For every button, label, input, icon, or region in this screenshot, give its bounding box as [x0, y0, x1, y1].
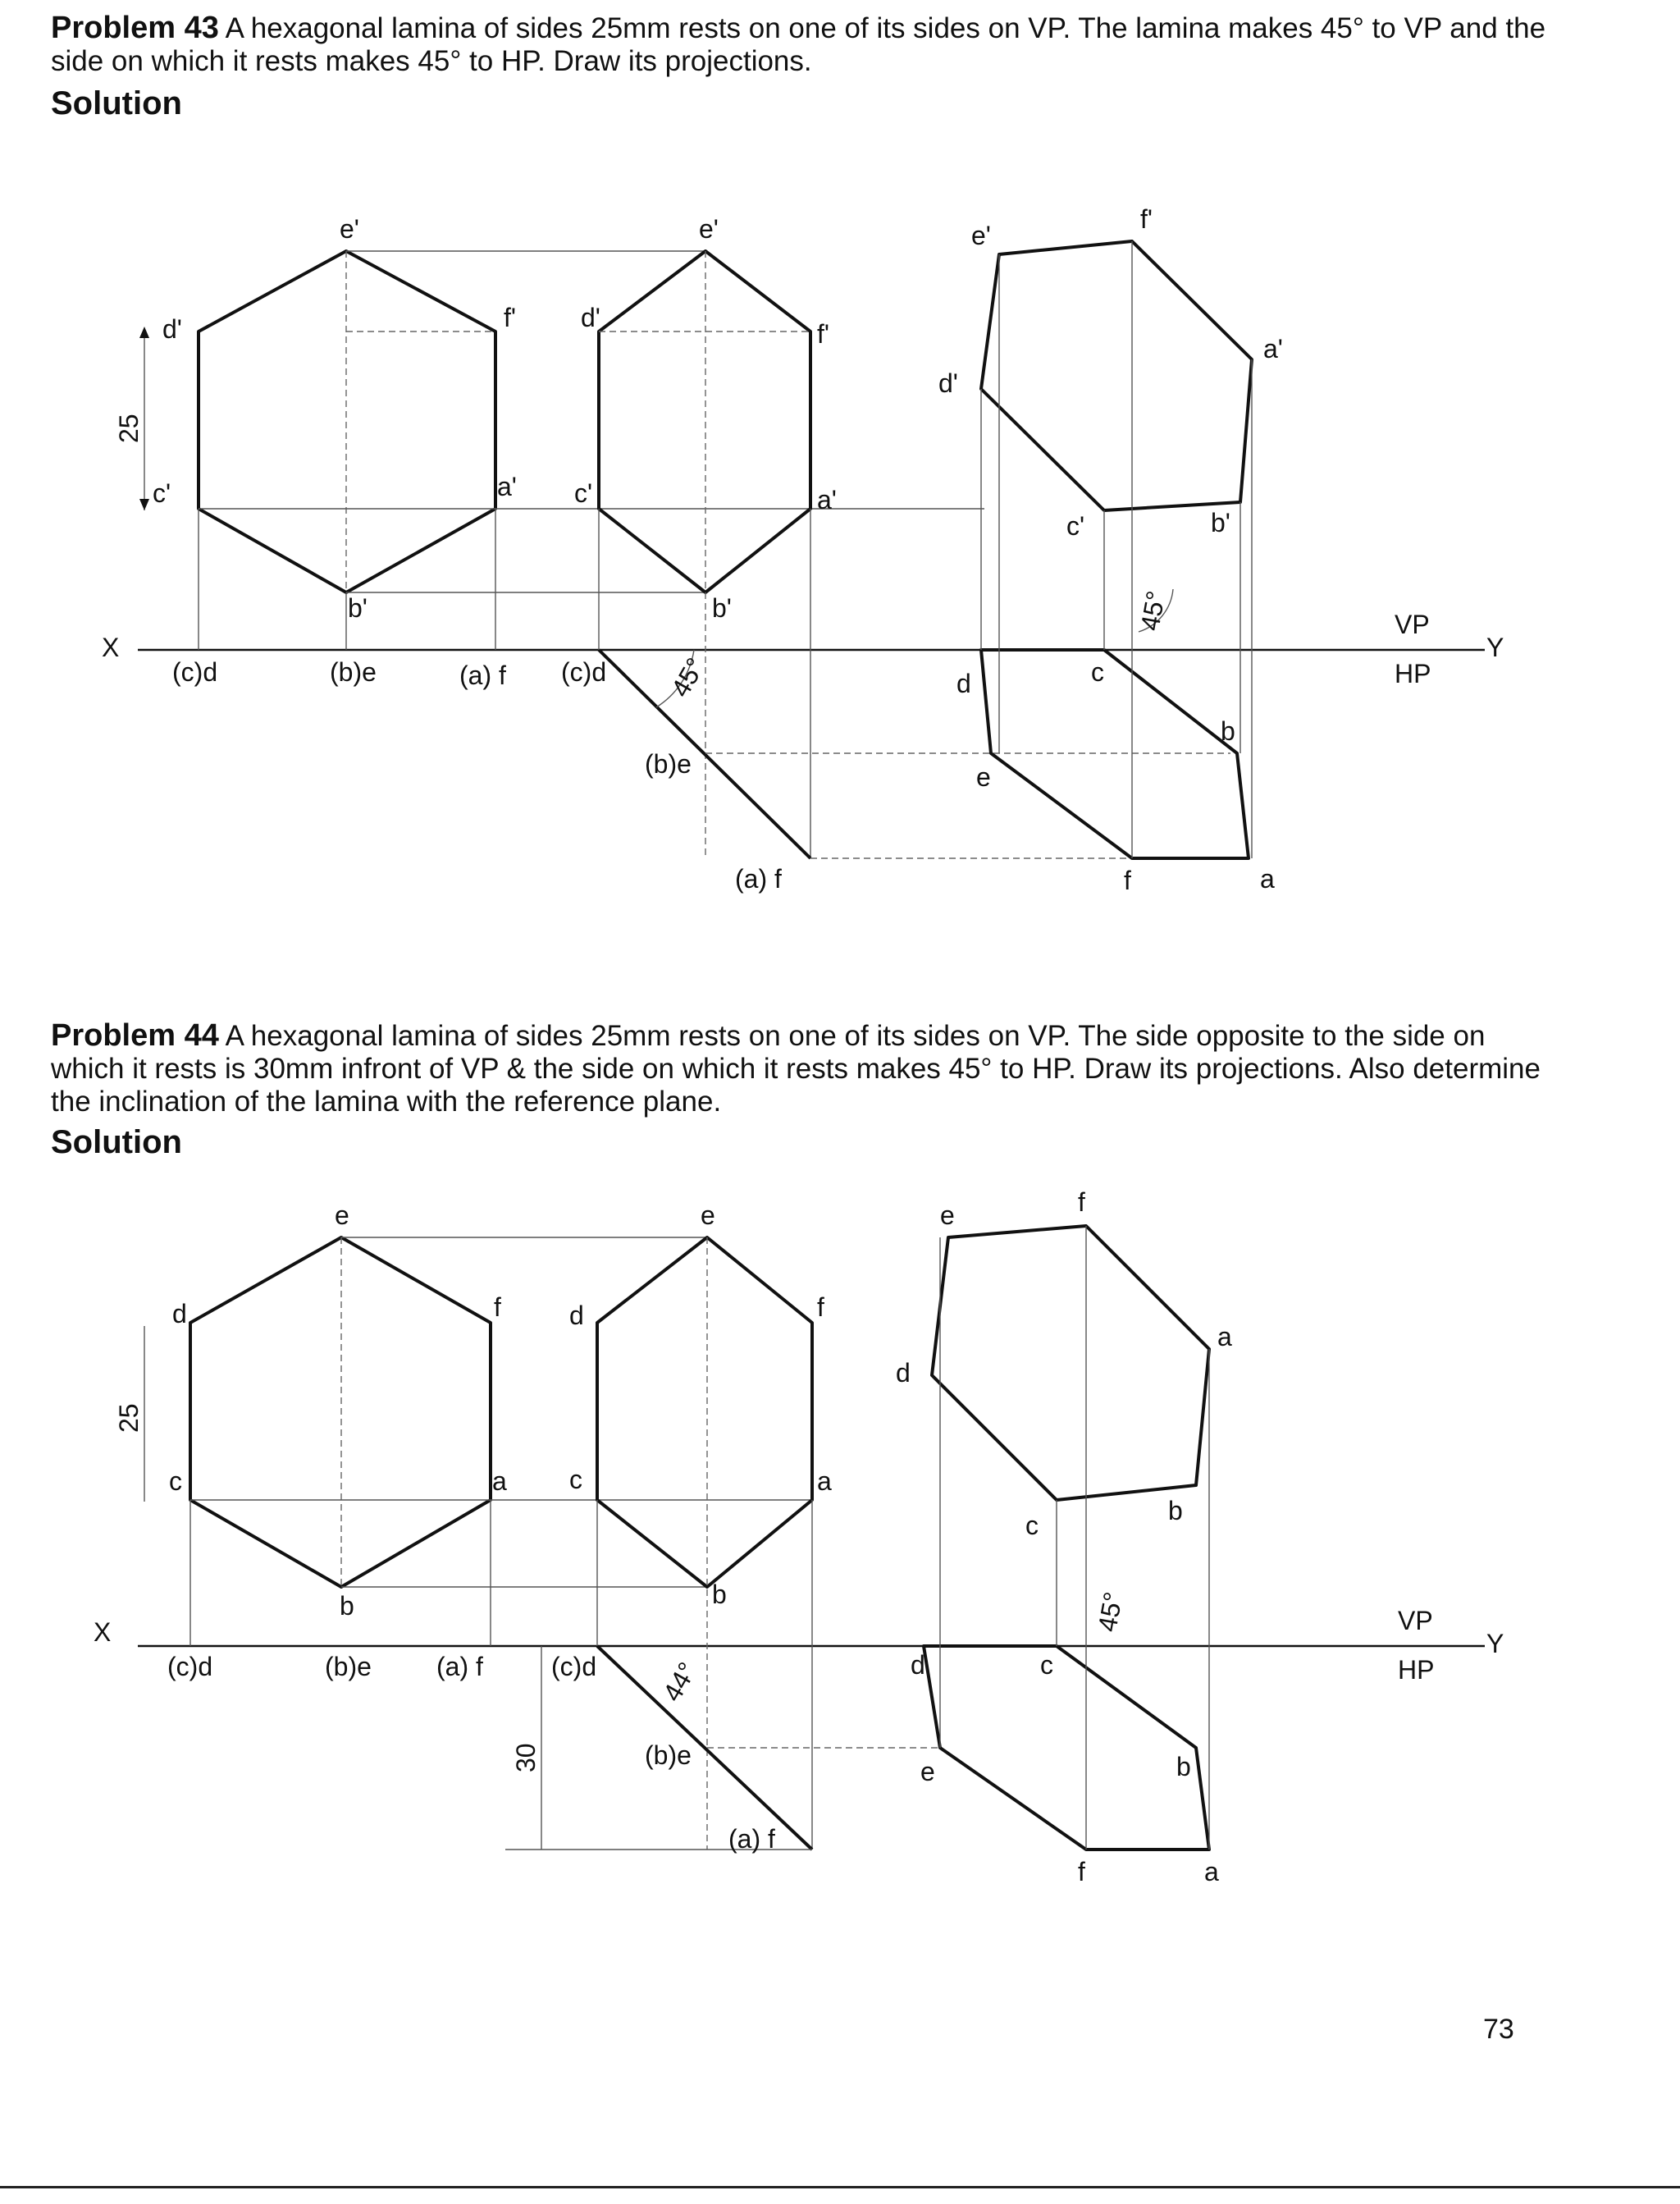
label-be: (b)e: [325, 1652, 372, 1681]
label-af: (a) f: [436, 1652, 483, 1681]
final-top-e: e: [976, 762, 991, 792]
label-c-2: c: [569, 1465, 582, 1494]
label-d-prime: d': [162, 314, 182, 344]
final-angle-45: 45°: [1134, 588, 1171, 633]
final-top-f: f: [1124, 866, 1131, 895]
final-e: e: [940, 1200, 955, 1230]
label-a-prime-2: a': [817, 485, 837, 514]
page-number: 73: [1483, 2014, 1514, 2045]
label-d-prime-2: d': [581, 303, 600, 332]
hp-label: HP: [1395, 659, 1431, 688]
label-b: b: [340, 1591, 354, 1621]
final-top-d: d: [956, 669, 971, 698]
label-d: d: [172, 1299, 187, 1328]
label-be: (b)e: [330, 657, 377, 687]
label-c: c: [169, 1466, 182, 1496]
final-top-c: c: [1091, 657, 1104, 687]
final-f: f: [1078, 1187, 1085, 1217]
final-front-view: [932, 1226, 1209, 1500]
label-b-prime-2: b': [712, 593, 732, 623]
x-label: X: [94, 1617, 112, 1647]
label-f-prime-2: f': [817, 319, 829, 349]
label-b-prime: b': [348, 593, 368, 623]
final-top-b: b: [1221, 716, 1235, 746]
label-d-2: d: [569, 1301, 584, 1330]
label-cd: (c)d: [172, 657, 218, 687]
label-a-2: a: [817, 1466, 832, 1496]
label-c-prime-2: c': [574, 478, 593, 508]
y-label: Y: [1486, 1629, 1504, 1658]
footer-rule: [0, 2186, 1680, 2188]
label-e-2: e: [701, 1200, 715, 1230]
problem-43-solution-heading: Solution: [51, 85, 182, 121]
label-cd-2: (c)d: [561, 657, 607, 687]
final-top-b: b: [1176, 1752, 1191, 1781]
label-f-2: f: [817, 1292, 824, 1322]
label-f-prime: f': [504, 303, 516, 332]
angle-44: 44°: [656, 1657, 703, 1707]
y-label: Y: [1486, 633, 1504, 662]
problem-43-number: Problem 43: [51, 11, 219, 45]
label-f: f: [494, 1292, 501, 1322]
label-be-2: (b)e: [645, 1740, 692, 1770]
dimension-25: 25: [114, 1403, 144, 1433]
final-top-d: d: [911, 1650, 925, 1680]
angle-45-a: 45°: [664, 652, 711, 702]
final-b: b: [1168, 1496, 1183, 1525]
final-e-prime: e': [971, 221, 991, 250]
final-angle-45: 45°: [1092, 1589, 1129, 1635]
label-e: e: [335, 1200, 349, 1230]
hexagon-projection-2: [599, 251, 810, 592]
label-af-2: (a) f: [735, 864, 782, 894]
label-a: a: [492, 1466, 507, 1496]
final-d: d: [896, 1358, 911, 1388]
final-c-prime: c': [1066, 511, 1085, 541]
dimension-30: 30: [511, 1743, 541, 1772]
final-top-a: a: [1260, 864, 1275, 894]
final-a: a: [1217, 1322, 1232, 1351]
hexagon-true-shape: [199, 251, 495, 592]
final-b-prime: b': [1211, 508, 1230, 537]
problem-44-solution-heading: Solution: [51, 1124, 182, 1160]
problem-44-number: Problem 44: [51, 1018, 219, 1053]
final-top-e: e: [920, 1757, 935, 1786]
dimension-25: 25: [114, 414, 144, 443]
label-cd: (c)d: [167, 1652, 213, 1681]
hexagon-true-shape: [190, 1237, 491, 1587]
problem-43-drawing: [0, 0, 1680, 935]
edge-view-line: [599, 650, 810, 858]
arrow-down: [139, 499, 149, 510]
final-front-view: [981, 241, 1252, 510]
final-top-a: a: [1204, 1857, 1219, 1886]
arrow-up: [139, 327, 149, 338]
edge-view-line: [597, 1646, 812, 1850]
final-top-c: c: [1040, 1650, 1053, 1680]
label-b-2: b: [712, 1580, 727, 1609]
final-d-prime: d': [938, 368, 958, 398]
final-top-view: [981, 650, 1249, 858]
x-label: X: [102, 633, 120, 662]
final-top-view: [924, 1646, 1209, 1850]
final-a-prime: a': [1263, 334, 1283, 364]
label-a-prime: a': [497, 472, 517, 501]
final-top-f: f: [1078, 1857, 1085, 1886]
problem-44-text: A hexagonal lamina of sides 25mm rests on one of its sides on VP. The side opposite to the side on which it rests is 30mm infront of VP & the side on which it rests makes 45° to HP. Draw its projections. Also determine the inclination of the lamina with the reference plane.: [51, 1020, 1541, 1118]
hp-label: HP: [1398, 1655, 1435, 1685]
vp-label: VP: [1398, 1606, 1433, 1635]
label-af-2: (a) f: [728, 1824, 775, 1854]
hexagon-projection-2: [597, 1237, 812, 1587]
final-c: c: [1025, 1511, 1039, 1540]
label-cd-2: (c)d: [551, 1652, 597, 1681]
label-e-prime-2: e': [699, 214, 719, 244]
label-be-2: (b)e: [645, 749, 692, 779]
label-af: (a) f: [459, 661, 506, 690]
final-f-prime: f': [1140, 204, 1153, 234]
vp-label: VP: [1395, 610, 1430, 639]
label-c-prime: c': [153, 478, 171, 508]
problem-44-statement: [51, 1019, 1560, 1118]
label-e-prime: e': [340, 214, 359, 244]
problem-43-text: A hexagonal lamina of sides 25mm rests on one of its sides on VP. The lamina makes 45° to VP and the side on which it rests makes 45° to HP. Draw its projections.: [51, 12, 1546, 77]
